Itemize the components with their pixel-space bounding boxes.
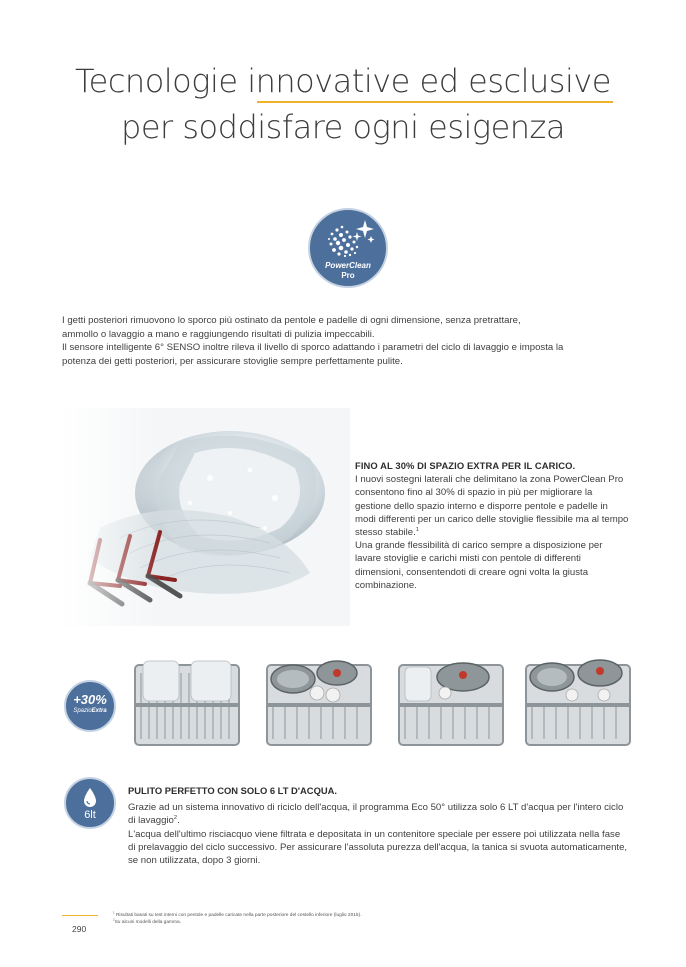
page-title-line-1: Tecnologie innovative ed esclusive: [75, 62, 611, 100]
water-saving-section: [128, 784, 628, 867]
extra-space-heading: FINO AL 30% DI SPAZIO EXTRA PER IL CARICO.: [355, 460, 576, 471]
water-saving-heading: PULITO PERFETTO CON SOLO 6 LT D'ACQUA.: [128, 785, 338, 796]
extra-space-value: +30%: [73, 692, 107, 707]
footnote-1-text: Risultati basati su test interni con pentole e padelle caricate nella parte posteriore del cestello inferiore (luglio 2015).: [115, 913, 362, 918]
flexibility-paragraph: Una grande flessibilità di carico sempre a disposizione per lavare stoviglie e carichi misti con pentole di differenti dimensioni, consentendoti di creare ogni volta la giusta combinazione.: [355, 540, 603, 591]
water-recycle-paragraph: L'acqua dell'ultimo risciacquo viene filtrata e depositata in un contenitore speciale per essere poi utilizzata nella fase di prelavaggio del ciclo successivo. Per assicurare l'assoluta purezza dell'acqua, la tanica si svuota automaticamente, se non utilizzata, dopo 3 giorni.: [128, 828, 628, 867]
intro-line: I getti posteriori rimuovono lo sporco più ostinato da pentole e padelle di ogni dimensione, senza pretrattare,: [62, 315, 521, 326]
powerclean-spray-image: [60, 408, 350, 626]
water-6lt-label: 6lt: [84, 809, 96, 821]
extra-space-section: [355, 459, 630, 592]
intro-paragraph: [62, 314, 628, 368]
title-underline: [257, 101, 613, 103]
rack-image-pans-3: [522, 653, 634, 753]
water-saving-text-end: .: [177, 815, 180, 827]
extra-label-bold: Extra: [91, 708, 107, 714]
intro-line: ammollo o lavaggio a mano e raggiungendo risultati di pulizia impeccabili.: [62, 328, 375, 340]
badge-label-pro: Pro: [341, 271, 355, 280]
footer-rule: [62, 915, 98, 916]
rack-image-pans-1: [263, 653, 375, 753]
water-6lt-badge: [64, 777, 116, 829]
extra-space-label: [66, 707, 114, 715]
extra-space-text: I nuovi sostegni laterali che delimitano la zona PowerClean Pro consentono fino al 30% di spazio in più per migliorare la gestione dello spazio interno e disporre pentole e padelle in modi differenti per un carico delle stoviglie flessibile ma al tempo stesso stabile.: [355, 474, 629, 539]
powerclean-pro-badge: [308, 208, 388, 288]
footnote-1: [113, 910, 362, 922]
water-saving-text: Grazie ad un sistema innovativo di riciclo dell'acqua, il programma Eco 50° utilizza solo 6 LT d'acqua per l'intero ciclo di lavaggio: [128, 802, 624, 827]
footnote-ref: 1: [415, 526, 419, 533]
badge-label-powerclean: PowerClean: [325, 261, 371, 270]
page-title-line-2: per soddisfare ogni esigenza: [121, 108, 565, 146]
footnote-2-marker: 2: [113, 917, 115, 922]
page-number: 290: [72, 924, 87, 934]
extra-label-plain: Spazio: [73, 708, 92, 714]
footnote-ref: 2: [173, 815, 178, 822]
water-saving-paragraph: [128, 801, 628, 827]
extra-space-paragraph: [355, 473, 630, 539]
rack-image-plates: [131, 653, 243, 753]
extra-space-badge: [64, 680, 116, 732]
footnotes: [113, 912, 362, 926]
footnote-1-marker: 1: [113, 910, 115, 915]
intro-line: Il sensore intelligente 6° SENSO inoltre rileva il livello di sporco adattando i parametri del ciclo di lavaggio e imposta la: [62, 342, 564, 353]
intro-line: potenza dei getti posteriori, per assicurare stoviglie sempre perfettamente pulite.: [62, 355, 403, 367]
water-drop-icon: [82, 787, 98, 809]
footnote-2: [113, 919, 362, 926]
rack-image-pans-2: [395, 653, 507, 753]
page-title: [0, 58, 686, 150]
footnote-2-text: Su alcuni modelli della gamma.: [114, 920, 181, 925]
